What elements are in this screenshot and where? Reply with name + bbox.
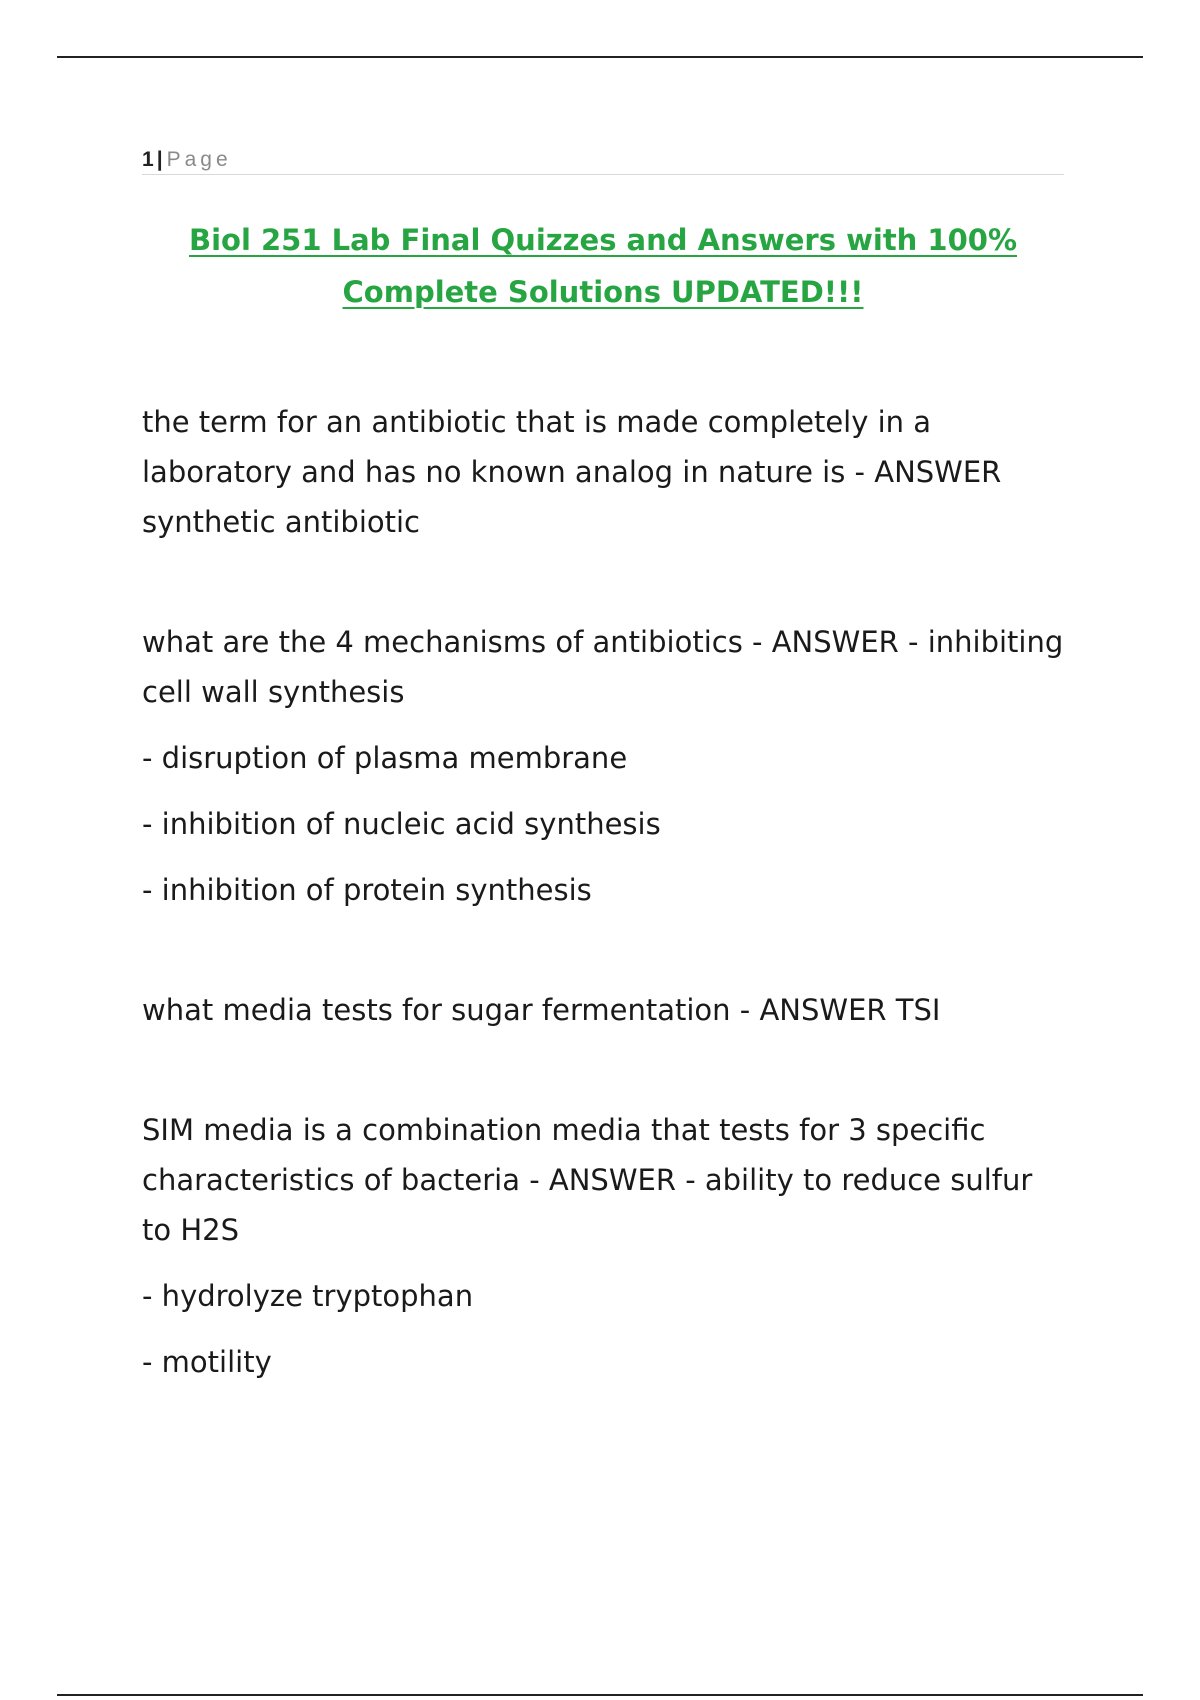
page-number: 1 <box>142 148 154 171</box>
qa-text: what media tests for sugar fermentation - ANSWER TSI <box>142 993 941 1027</box>
bottom-border-line <box>57 1694 1143 1696</box>
qa-text: the term for an antibiotic that is made completely in a laboratory and has no known analog in nature is - ANSWER synthetic antibiotic <box>142 405 1002 539</box>
qa-item-antibiotic-mechanisms <box>142 617 1064 915</box>
document-title <box>142 214 1064 318</box>
qa-item-sim-media <box>142 1105 1064 1387</box>
title-line-2: Complete Solutions UPDATED!!! <box>342 275 864 309</box>
top-border-line <box>57 56 1143 58</box>
qa-item-sugar-fermentation <box>142 985 1064 1035</box>
page-label: Page <box>166 148 232 171</box>
qa-bullet: - inhibition of protein synthesis <box>142 873 592 907</box>
document-body <box>142 397 1064 1457</box>
qa-bullet: - hydrolyze tryptophan <box>142 1279 474 1313</box>
qa-bullet: - motility <box>142 1345 272 1379</box>
qa-text: what are the 4 mechanisms of antibiotics - ANSWER - inhibiting cell wall synthesis <box>142 625 1064 709</box>
qa-text: SIM media is a combination media that tests for 3 specific characteristics of bacteria - ANSWER - ability to reduce sulfur to H2S <box>142 1113 1033 1247</box>
qa-bullet: - disruption of plasma membrane <box>142 741 628 775</box>
title-line-1: Biol 251 Lab Final Quizzes and Answers with 100% <box>188 223 1018 257</box>
qa-bullet: - inhibition of nucleic acid synthesis <box>142 807 661 841</box>
page-separator: | <box>156 148 163 171</box>
qa-item-antibiotic-term <box>142 397 1064 547</box>
page-header <box>142 146 1064 175</box>
